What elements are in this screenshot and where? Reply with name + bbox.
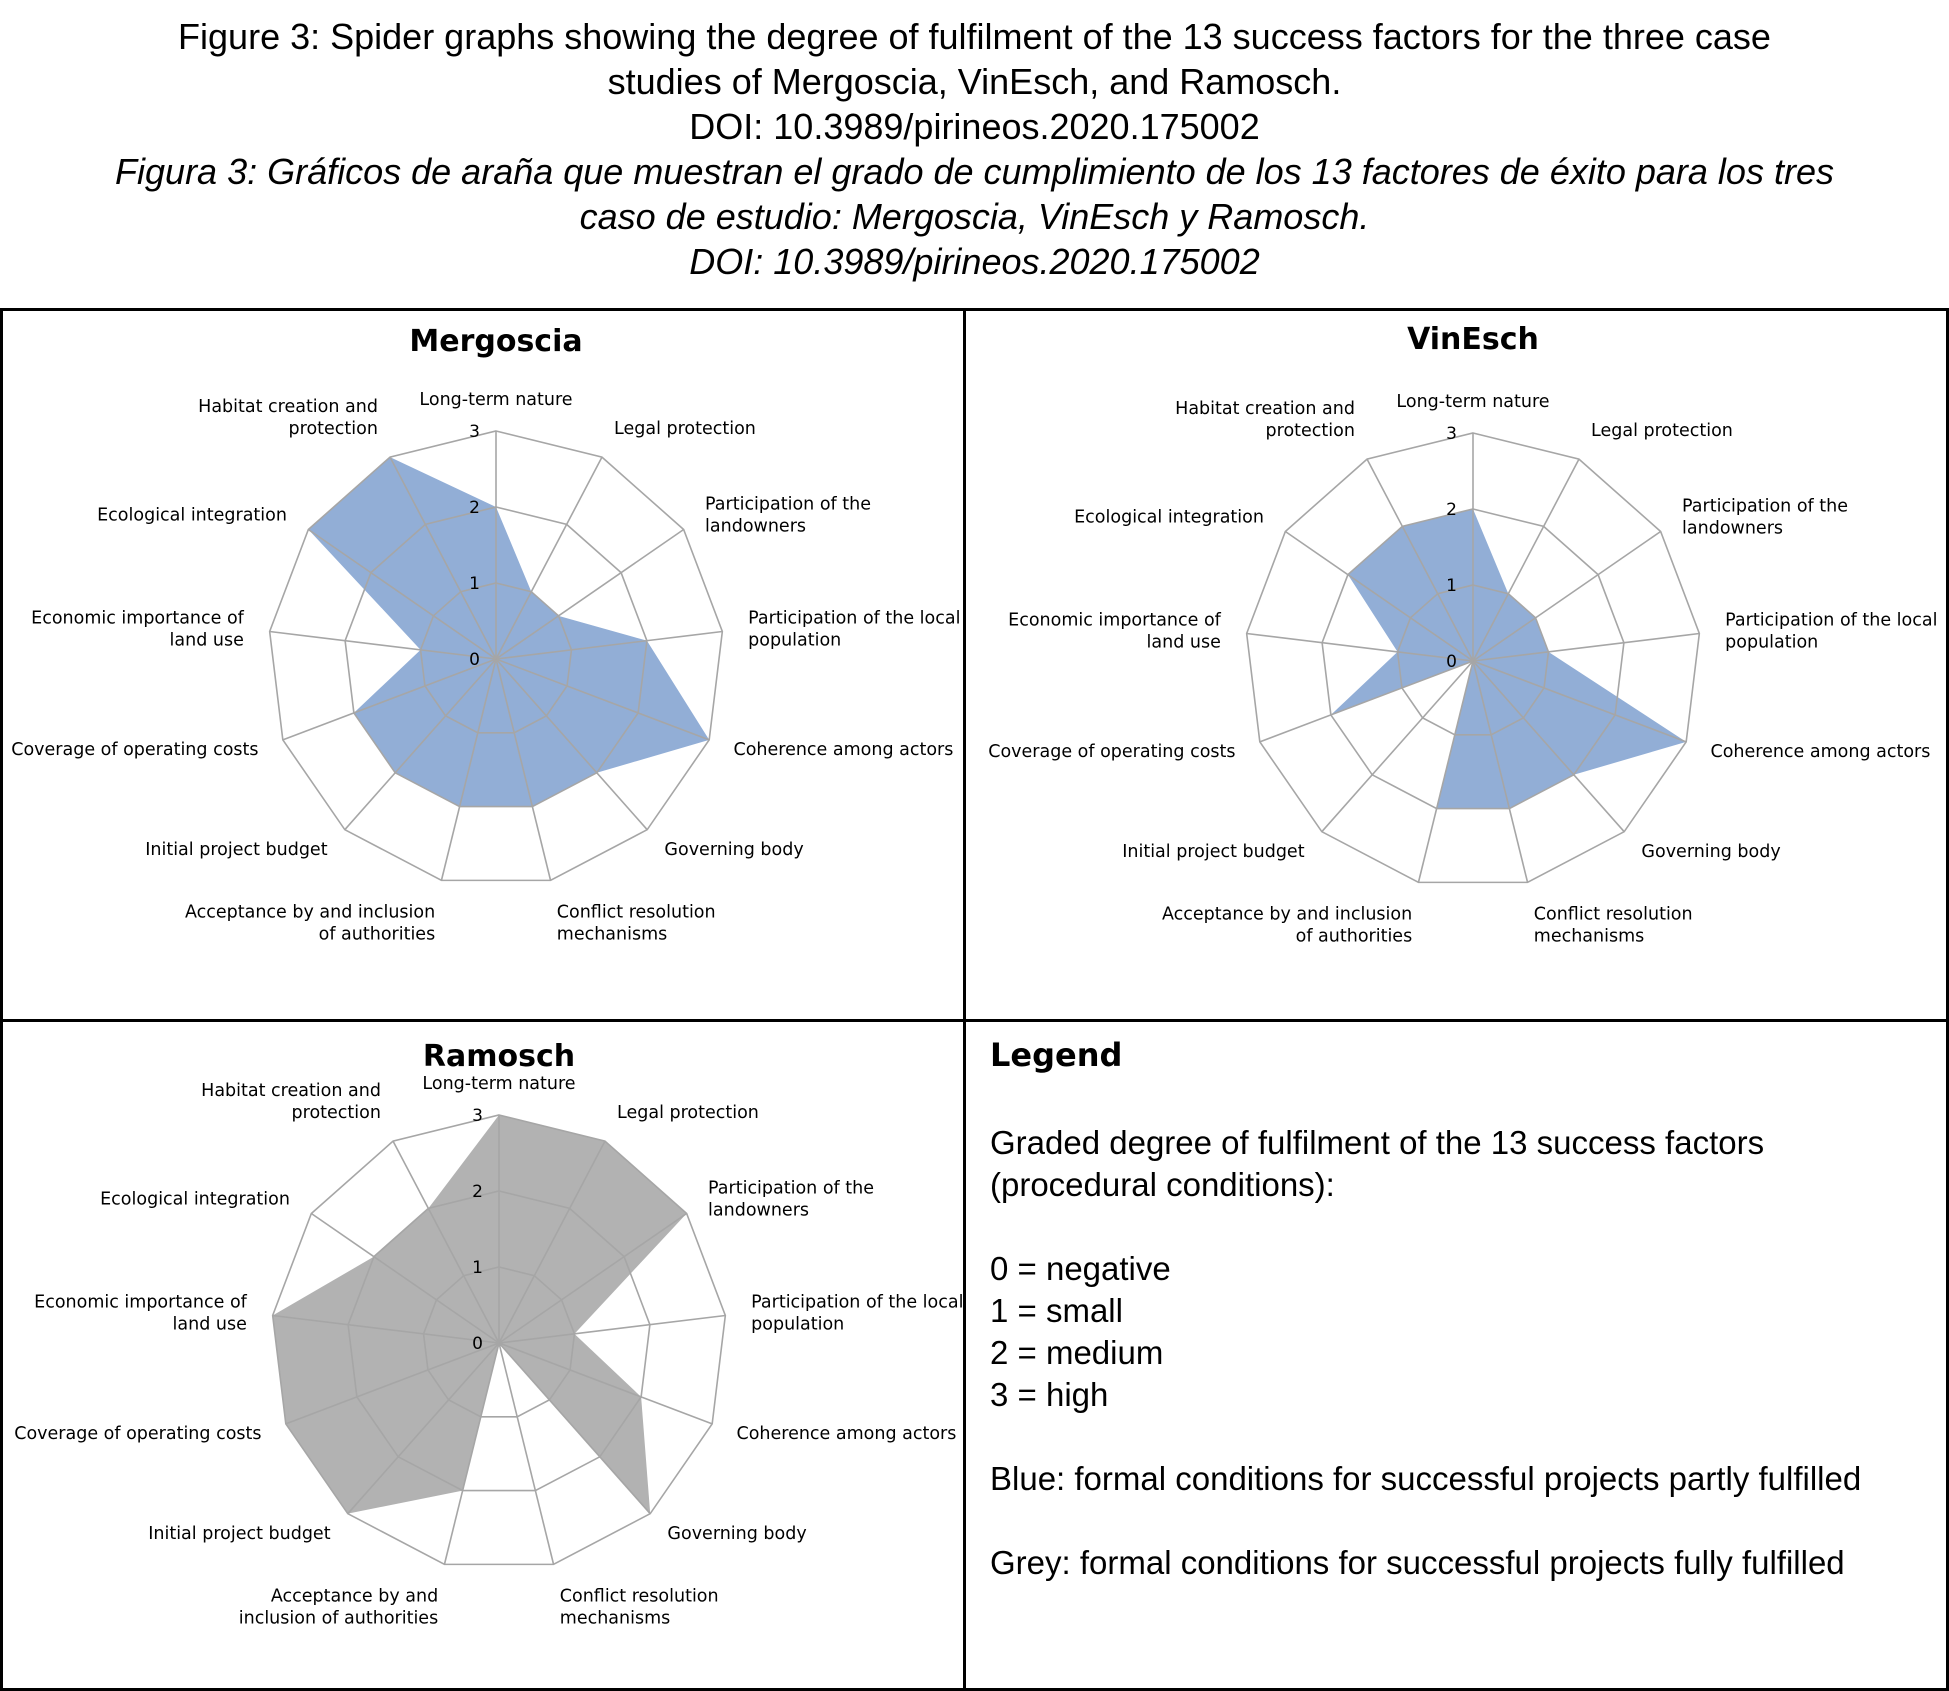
tick-label: 2 xyxy=(1446,500,1457,520)
factor-label-ecological-integration: Ecological integration xyxy=(1074,507,1264,528)
factor-label-initial-project-budget: Initial project budget xyxy=(1122,842,1305,863)
factor-label-acceptance-by-and-inclusion-of-authorities: Acceptance by and inclusion xyxy=(184,902,436,923)
factor-label-participation-of-the-landowners: landowners xyxy=(705,516,807,537)
legend-item: 3 = high xyxy=(990,1376,1109,1413)
factor-label-governing-body: Governing body xyxy=(667,1524,807,1545)
factor-label-habitat-creation-and-protection: Habitat creation and xyxy=(198,397,378,418)
caption-en-line1: Figure 3: Spider graphs showing the degree of fulfilment of the 13 success factors for the three case xyxy=(178,16,1771,57)
tick-label: 0 xyxy=(469,650,480,670)
factor-label-long-term-nature: Long-term nature xyxy=(422,1074,576,1094)
tick-label: 0 xyxy=(472,1334,483,1354)
panel-vinesch xyxy=(963,308,1949,1022)
factor-label-habitat-creation-and-protection: protection xyxy=(288,419,378,440)
factor-label-participation-of-the-local-population: population xyxy=(751,1314,845,1335)
factor-label-ecological-integration: Ecological integration xyxy=(97,505,287,526)
panel-ramosch xyxy=(0,1019,966,1691)
factor-label-habitat-creation-and-protection: protection xyxy=(291,1103,381,1124)
factor-label-legal-protection: Legal protection xyxy=(614,419,756,440)
legend-intro-line2: (procedural conditions): xyxy=(990,1166,1335,1203)
factor-label-economic-importance-of-land-use: land use xyxy=(1146,632,1221,653)
chart-title: Mergoscia xyxy=(409,324,583,359)
caption-es-doi: DOI: 10.3989/pirineos.2020.175002 xyxy=(689,241,1260,282)
tick-label: 1 xyxy=(469,574,480,594)
factor-label-conflict-resolution-mechanisms: mechanisms xyxy=(1533,926,1645,947)
series-area xyxy=(273,1115,687,1514)
tick-label: 3 xyxy=(472,1106,483,1126)
factor-label-long-term-nature: Long-term nature xyxy=(1396,392,1550,412)
figure-grid xyxy=(0,308,1949,1691)
radar-chart-ramosch xyxy=(3,1022,963,1688)
factor-label-habitat-creation-and-protection: Habitat creation and xyxy=(201,1081,381,1102)
factor-label-conflict-resolution-mechanisms: Conflict resolution xyxy=(559,1586,719,1607)
factor-label-participation-of-the-local-population: Participation of the local xyxy=(751,1292,963,1313)
factor-label-acceptance-by-and-inclusion-of-authorities: of authorities xyxy=(1295,926,1413,947)
factor-label-coherence-among-actors: Coherence among actors xyxy=(733,740,954,761)
factor-label-participation-of-the-landowners: Participation of the xyxy=(708,1178,875,1199)
factor-label-long-term-nature: Long-term nature xyxy=(419,390,573,410)
caption-en-line2: studies of Mergoscia, VinEsch, and Ramosch. xyxy=(607,61,1342,102)
factor-label-acceptance-by-and-inclusion-of-authorities: Acceptance by and xyxy=(270,1586,439,1607)
tick-label: 0 xyxy=(1446,652,1457,672)
factor-label-participation-of-the-local-population: population xyxy=(1725,632,1819,653)
legend-grey-note: Grey: formal conditions for successful projects fully fulfilled xyxy=(990,1544,1845,1581)
factor-label-legal-protection: Legal protection xyxy=(617,1103,759,1124)
tick-label: 3 xyxy=(1446,424,1457,444)
factor-label-acceptance-by-and-inclusion-of-authorities: Acceptance by and inclusion xyxy=(1161,904,1413,925)
factor-label-participation-of-the-local-population: Participation of the local xyxy=(1725,610,1938,631)
caption-en-doi: DOI: 10.3989/pirineos.2020.175002 xyxy=(689,106,1260,147)
panel-legend xyxy=(963,1019,1949,1691)
caption-es-line1: Figura 3: Gráficos de araña que muestran el grado de cumplimiento de los 13 factores de éxito para los tres xyxy=(115,151,1834,192)
factor-label-participation-of-the-landowners: landowners xyxy=(708,1200,810,1221)
panel-mergoscia xyxy=(0,308,966,1022)
factor-label-ecological-integration: Ecological integration xyxy=(100,1189,290,1210)
factor-label-economic-importance-of-land-use: Economic importance of xyxy=(34,1292,247,1313)
legend-blue-note: Blue: formal conditions for successful projects partly fulfilled xyxy=(990,1460,1862,1497)
legend-item: 2 = medium xyxy=(990,1334,1164,1371)
factor-label-conflict-resolution-mechanisms: Conflict resolution xyxy=(1533,904,1693,925)
factor-label-participation-of-the-landowners: Participation of the xyxy=(1682,496,1849,517)
legend-body xyxy=(990,1122,1930,1584)
legend-title: Legend xyxy=(990,1036,1123,1074)
factor-label-participation-of-the-local-population: Participation of the local xyxy=(748,608,961,629)
factor-label-coherence-among-actors: Coherence among actors xyxy=(736,1424,957,1445)
factor-label-participation-of-the-landowners: Participation of the xyxy=(705,494,872,515)
factor-label-habitat-creation-and-protection: Habitat creation and xyxy=(1175,399,1355,420)
factor-label-acceptance-by-and-inclusion-of-authorities: of authorities xyxy=(318,924,436,945)
factor-label-governing-body: Governing body xyxy=(1641,842,1781,863)
factor-label-participation-of-the-landowners: landowners xyxy=(1682,518,1784,539)
factor-label-economic-importance-of-land-use: Economic importance of xyxy=(1008,610,1221,631)
factor-label-coverage-of-operating-costs: Coverage of operating costs xyxy=(11,740,259,761)
radar-chart-vinesch xyxy=(966,311,1946,1019)
radar-chart-mergoscia xyxy=(3,311,963,1019)
tick-label: 1 xyxy=(1446,576,1457,596)
factor-label-conflict-resolution-mechanisms: Conflict resolution xyxy=(556,902,716,923)
factor-label-habitat-creation-and-protection: protection xyxy=(1265,421,1355,442)
series-area xyxy=(1331,509,1686,809)
tick-label: 2 xyxy=(472,1182,483,1202)
factor-label-acceptance-by-and-inclusion-of-authorities: inclusion of authorities xyxy=(238,1608,439,1629)
chart-title: VinEsch xyxy=(1407,322,1539,357)
factor-label-economic-importance-of-land-use: land use xyxy=(169,630,244,651)
legend-item: 1 = small xyxy=(990,1292,1123,1329)
tick-label: 2 xyxy=(469,498,480,518)
factor-label-initial-project-budget: Initial project budget xyxy=(145,840,328,861)
chart-title: Ramosch xyxy=(422,1039,576,1074)
tick-label: 1 xyxy=(472,1258,483,1278)
factor-label-coherence-among-actors: Coherence among actors xyxy=(1710,742,1931,763)
factor-label-coverage-of-operating-costs: Coverage of operating costs xyxy=(988,742,1236,763)
caption-es-line2: caso de estudio: Mergoscia, VinEsch y Ramosch. xyxy=(579,196,1370,237)
factor-label-initial-project-budget: Initial project budget xyxy=(148,1524,331,1545)
legend-intro-line1: Graded degree of fulfilment of the 13 success factors xyxy=(990,1124,1765,1161)
factor-label-economic-importance-of-land-use: land use xyxy=(172,1314,247,1335)
legend-item: 0 = negative xyxy=(990,1250,1171,1287)
factor-label-economic-importance-of-land-use: Economic importance of xyxy=(31,608,244,629)
factor-label-governing-body: Governing body xyxy=(664,840,804,861)
figure-caption xyxy=(0,14,1949,284)
grid-spoke xyxy=(1260,661,1473,742)
factor-label-conflict-resolution-mechanisms: mechanisms xyxy=(559,1608,671,1629)
tick-label: 3 xyxy=(469,422,480,442)
factor-label-participation-of-the-local-population: population xyxy=(748,630,842,651)
factor-label-conflict-resolution-mechanisms: mechanisms xyxy=(556,924,668,945)
factor-label-legal-protection: Legal protection xyxy=(1591,421,1733,442)
factor-label-coverage-of-operating-costs: Coverage of operating costs xyxy=(14,1424,262,1445)
